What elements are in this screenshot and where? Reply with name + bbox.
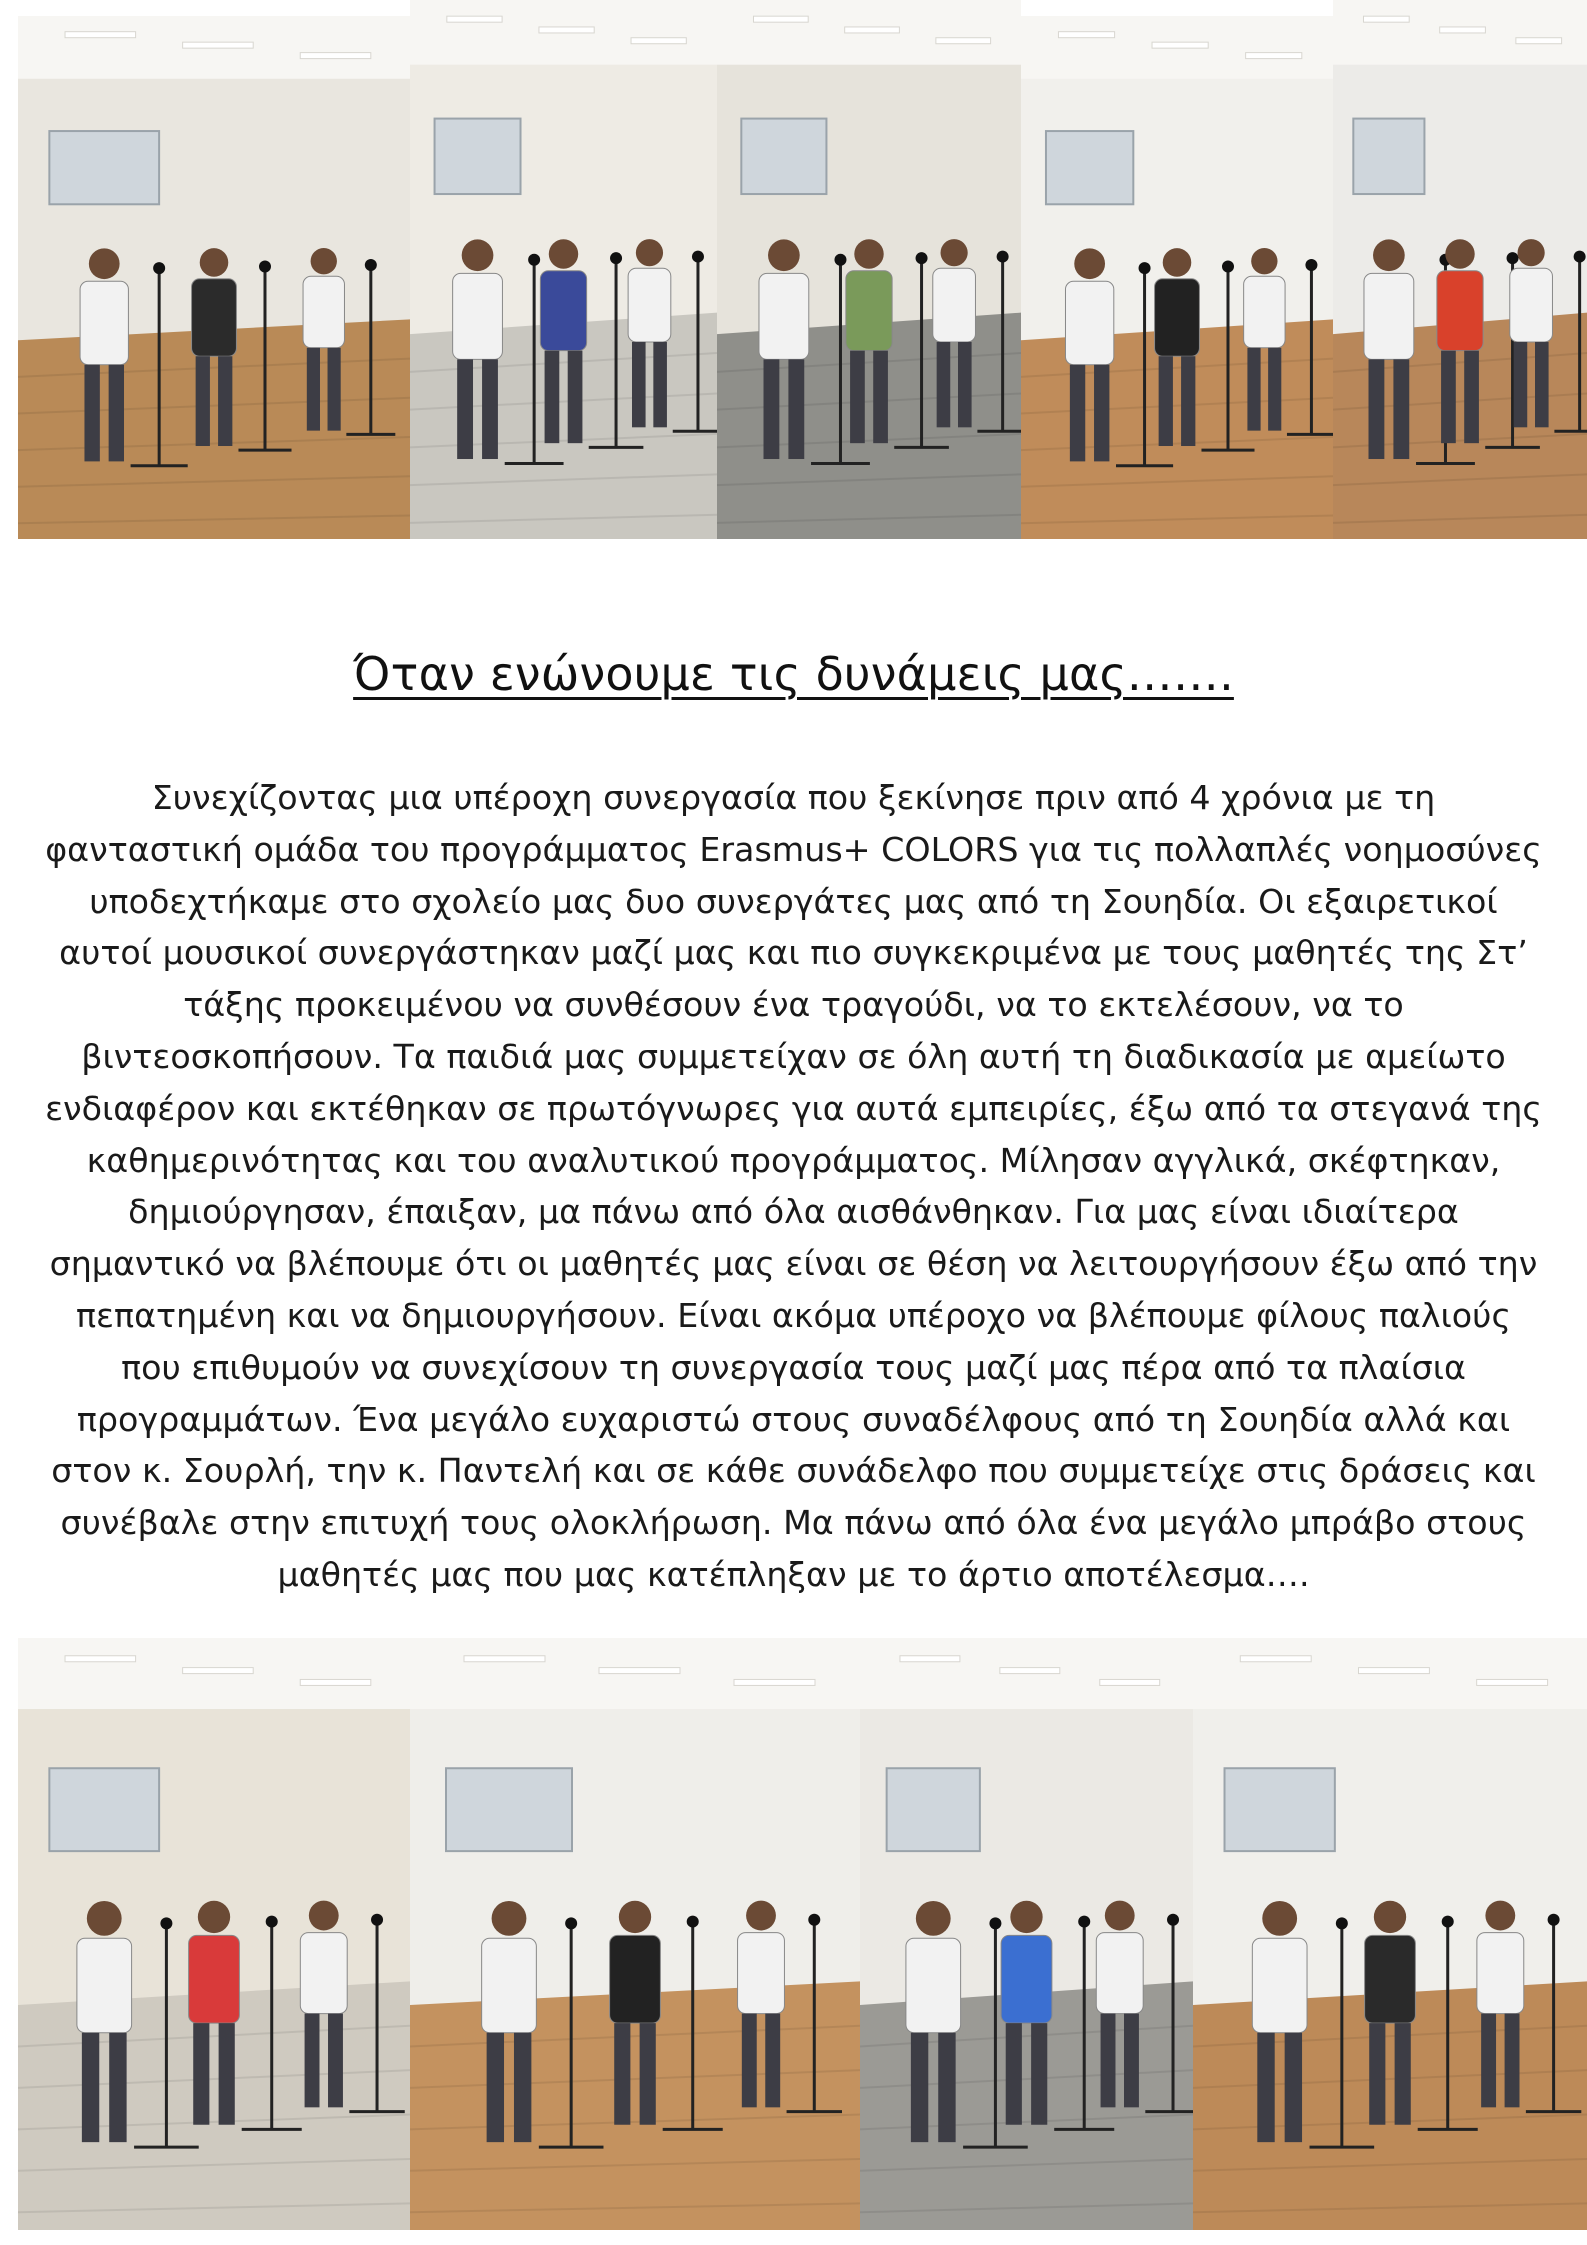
- photo-screen-daw: [860, 1638, 1193, 2230]
- body-line: αυτοί μουσικοί συνεργάστηκαν μαζί μας και πιο συγκεκριμένα με τους μαθητές της Στ’: [59, 933, 1528, 973]
- body-line: υποδεχτήκαμε στο σχολείο μας δυο συνεργάτες μας από τη Σουηδία. Οι εξαιρετικοί: [89, 881, 1498, 921]
- body-line: τάξης προκειμένου να συνθέσουν ένα τραγούδι, να το εκτελέσουν, να το: [183, 985, 1404, 1025]
- body-line: καθημερινότητας και του αναλυτικού προγράμματος. Μίλησαν αγγλικά, σκέφτηκαν,: [86, 1140, 1501, 1180]
- body-line: στον κ. Σουρλή, την κ. Παντελή και σε κάθε συνάδελφο που συμμετείχε στις δράσεις και: [51, 1451, 1536, 1491]
- photo-students-reading-lyrics: [18, 1638, 410, 2230]
- photo-three-girls-singing: [1193, 1638, 1587, 2230]
- body-line: ενδιαφέρον και εκτέθηκαν σε πρωτόγνωρες για αυτά εμπειρίες, έξω από τα στεγανά της: [45, 1088, 1542, 1128]
- article-body: [0, 772, 1587, 1601]
- photo-classroom-rehearsal: [18, 16, 410, 539]
- photo-students-singing: [410, 0, 717, 539]
- photo-boys-microphones: [1333, 0, 1587, 539]
- body-line: δημιούργησαν, έπαιξαν, μα πάνω από όλα αισθάνθηκαν. Για μας είναι ιδιαίτερα: [128, 1192, 1459, 1232]
- photo-girls-microphones: [1021, 16, 1333, 539]
- body-line: Συνεχίζοντας μια υπέροχη συνεργασία που ξεκίνησε πριν από 4 χρόνια με τη: [151, 778, 1436, 817]
- body-line: προγραμμάτων. Ένα μεγάλο ευχαριστώ στους συναδέλφους από τη Σουηδία αλλά και: [76, 1399, 1511, 1439]
- body-line: που επιθυμούν να συνεχίσουν τη συνεργασία τους μαζί μας πέρα από τα πλαίσια: [121, 1347, 1466, 1387]
- body-line: μαθητές μας που μας κατέπληξαν με το άρτιο αποτέλεσμα….: [277, 1554, 1310, 1594]
- page-title: Όταν ενώνουμε τις δυνάμεις μας…….: [353, 647, 1234, 701]
- photo-wide-recording-room: [410, 1638, 860, 2230]
- body-line: βιντεοσκοπήσουν. Τα παιδιά μας συμμετείχαν σε όλη αυτή τη διαδικασία με αμείωτο: [81, 1036, 1506, 1076]
- photo-teacher-guitar: [717, 0, 1021, 539]
- body-line: συνέβαλε στην επιτυχή τους ολοκλήρωση. Μα πάνω από όλα ένα μεγάλο μπράβο στους: [60, 1503, 1527, 1543]
- body-line: φανταστική ομάδα του προγράμματος Erasmus+ COLORS για τις πολλαπλές νοημοσύνες: [45, 829, 1542, 869]
- body-line: πεπατημένη και να δημιουργήσουν. Είναι ακόμα υπέροχο να βλέπουμε φίλους παλιούς: [76, 1295, 1511, 1335]
- body-line: σημαντικό να βλέπουμε ότι οι μαθητές μας είναι σε θέση να λειτουργήσουν έξω από την: [49, 1244, 1538, 1284]
